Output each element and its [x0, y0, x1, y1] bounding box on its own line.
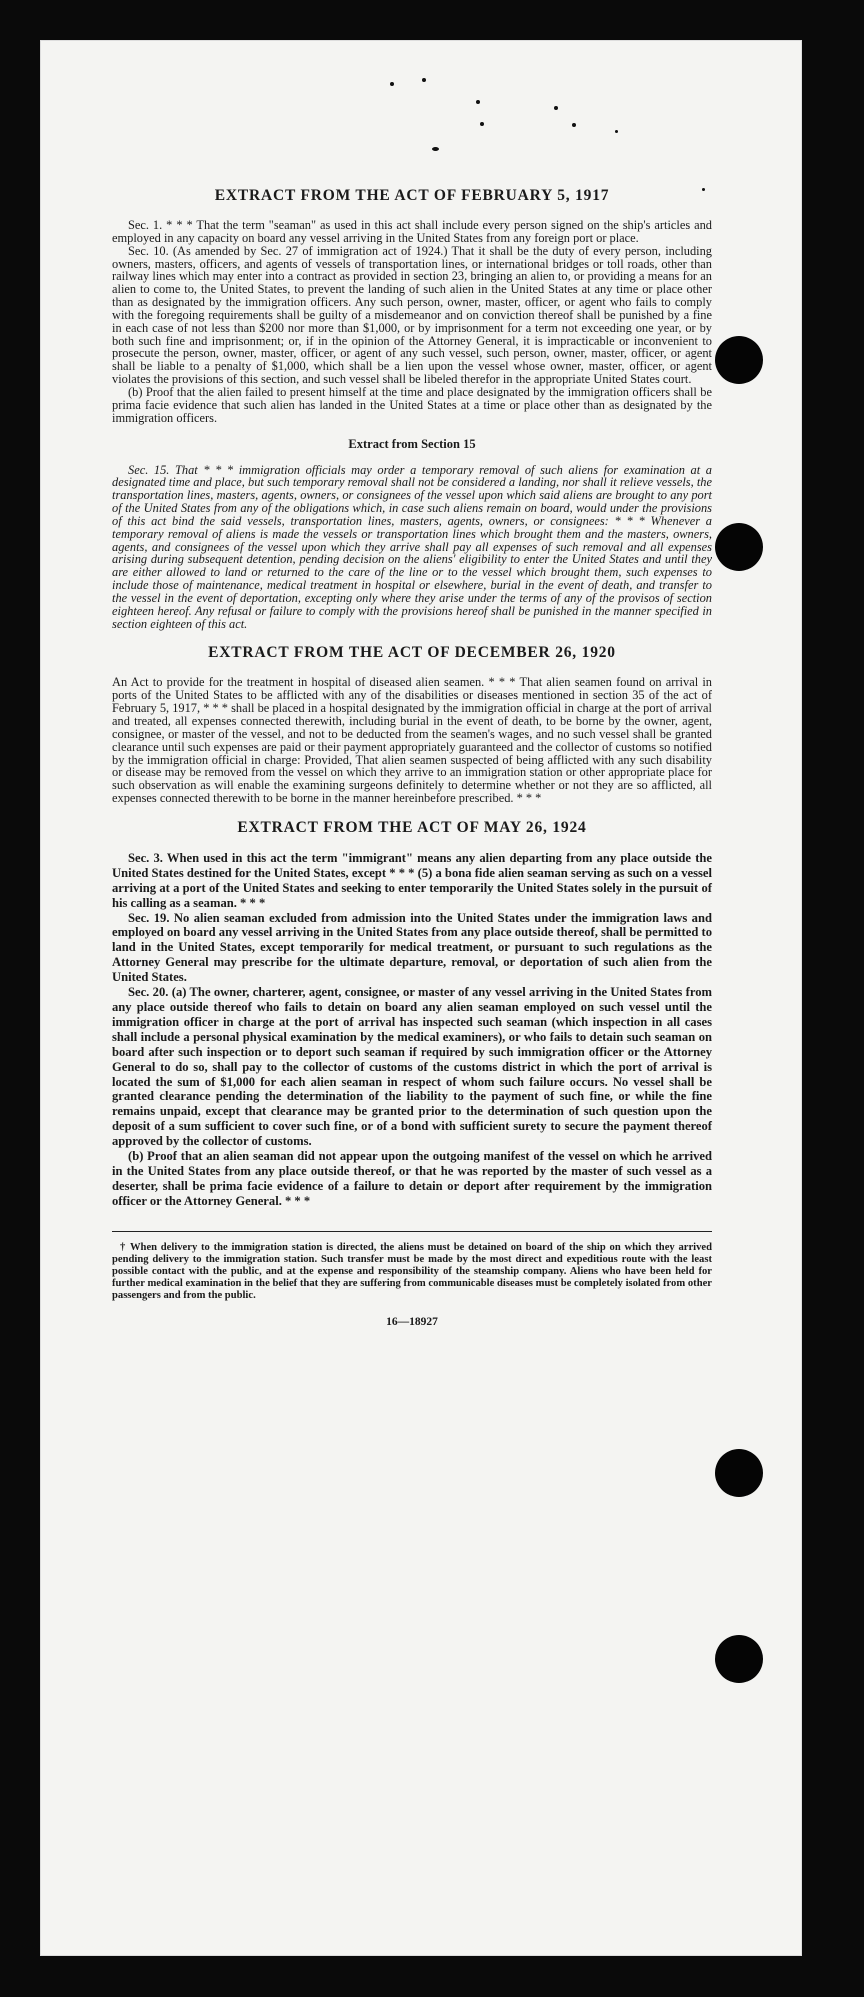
- binder-hole-3: [715, 1449, 763, 1497]
- document-page: [40, 40, 802, 1956]
- section-19: Sec. 19. No alien seaman excluded from admission into the United States under the immigration laws and employed on board any vessel arriving in the United States from any place outside thereof, shall be permitted to land in the United States, except temporarily for medical treatment, or pursuant to such regulations as the Attorney General may prescribe for the ultimate departure, removal, or deportation of such alien from the United States.: [112, 910, 712, 985]
- binder-hole-4: [715, 1635, 763, 1683]
- section-10b: (b) Proof that the alien failed to present himself at the time and place designated by the immigration officers shall be prima facie evidence that such alien has landed in the United States at a time or place other than as designated by the immigration officers.: [112, 384, 712, 425]
- section-20: Sec. 20. (a) The owner, charterer, agent, consignee, or master of any vessel arriving in the United States from any place outside thereof who fails to detain on board any alien seaman employed on such vessel until the immigration officer in charge at the port of arrival has inspected such seaman (which inspection in all cases shall include a personal physical examination by the medical examiners), or who fails to detain such seaman on board after such inspection or to deport such seaman if required by such immigration officer or the Attorney General to do so, shall pay to the collector of customs of the customs district in which the port of arrival is located the sum of $1,000 for each alien seaman in respect of whom such failure occurs. No vessel shall be granted clearance pending the determination of the liability to the payment of such fine, or while the fine remains unpaid, except that clearance may be granted prior to the determination of such question upon the deposit of a sum sufficient to cover such fine, or of a bond with sufficient surety to secure the payment thereof approved by the collector of customs.: [112, 985, 712, 1149]
- heading-may-1924: EXTRACT FROM THE ACT OF MAY 26, 1924: [237, 818, 587, 836]
- footnote: [112, 1242, 712, 1302]
- section-3: Sec. 3. When used in this act the term "immigrant" means any alien departing from any place outside the United States destined for the United States, except * * * (5) a bona fide alien seaman serving as such on a vessel arriving at a port of the United States and seeking to enter temporarily the United States solely in the pursuit of his calling as a seaman. * * *: [112, 850, 712, 910]
- document-body: [112, 187, 712, 1328]
- may-1924-sections: [112, 851, 712, 1209]
- form-number: 16—18927: [386, 1316, 438, 1329]
- section-15: Sec. 15. That * * * immigration officials may order a temporary removal of such aliens for examination at a designated time and place, but such temporary removal shall not be considered a landing, nor shall it relieve vessels, the transportation lines, masters, agents, owners, or consignees of the vessel upon which said aliens are brought to any port of the United States from any of the obligations which, in case such aliens remain on board, would under the provisions of this act bind the said vessels, transportation lines, masters, agents, owners, or consignees: * * * Whenever a temporary removal of aliens is made the vessels or transportation lines which brought them and the masters, owners, agents, and consignees of the vessel upon which they arrive shall pay all expenses of such removal and all expenses arising during subsequent detention, pending decision on the aliens' eligibility to enter the United States and until they are either allowed to land or returned to the care of the line or to the vessel which brought them, such expenses to include those of maintenance, medical treatment in hospital or elsewhere, burial in the event of death, and transfer to the vessel in the event of deportation, excepting only where they arise under the terms of any of the provisos of section eighteen hereof. Any refusal or failure to comply with the provisions hereof shall be punished in the manner specified in section eighteen of this act.: [112, 462, 712, 631]
- section-10: Sec. 10. (As amended by Sec. 27 of immigration act of 1924.) That it shall be the duty of every person, including owners, masters, officers, and agents of vessels of transportation lines, or international bridges or toll roads, other than railway lines which may enter into a contract as provided in section 23, bringing an alien to, or providing a means for an alien to come to, the United States, to prevent the landing of such alien in the United States at any time or place other than as designated by the immigration officers. Any such person, owner, master, officer, or agent who fails to comply with the foregoing requirements shall be guilty of a misdemeanor and on conviction thereof shall be punished by a fine in each case of not less than $200 nor more than $1,000, or by imprisonment for a term not exceeding one year, or by both such fine and imprisonment; or, if in the opinion of the Attorney General, it is impracticable or inconvenient to prosecute the person, owner, master, officer, or agent of any such vessel, such person, owner, master, officer, or agent shall be liable to a penalty of $1,000, which shall be a lien upon the vessel whose owner, master, officer, or agent violates the provisions of this section, and such vessel shall be libeled therefor in the appropriate United States court.: [112, 243, 712, 387]
- heading-feb-1917: EXTRACT FROM THE ACT OF FEBRUARY 5, 1917: [214, 187, 610, 204]
- heading-dec-1920: EXTRACT FROM THE ACT OF DECEMBER 26, 1920: [208, 644, 616, 662]
- binder-hole-2: [715, 523, 763, 571]
- binder-hole-1: [715, 336, 763, 384]
- section-1: Sec. 1. * * * That the term "seaman" as used in this act shall include every person signed on the ship's articles and employed in any capacity on board any vessel arriving in the United States from any foreign port or place.: [112, 218, 712, 245]
- act-dec-1920: An Act to provide for the treatment in hospital of diseased alien seamen. * * * That alien seamen found on arrival in ports of the United States to be afflicted with any of the disabilities or diseases mentioned in section 35 of the act of February 5, 1917, * * * shall be placed in a hospital designated by the immigration official in charge at the port of arrival and treated, all expenses connected therewith, including burial in the event of death, to be borne by the owner, agent, consignee, or master of the vessel, and not to be deducted from the seamen's wages, and no such vessel shall be granted clearance until such expenses are paid or their payment appropriately guaranteed and the collector of customs so notified by the immigration official in charge: Provided, That alien seamen suspected of being afflicted with any such disability or disease may be removed from the vessel on which they arrive to an immigration station or other appropriate place for such observation as will enable the examining surgeons definitely to determine whether or not they are so afflicted, all expenses connected therewith to be borne in the manner hereinbefore prescribed. * * *: [112, 675, 712, 806]
- subheading-section-15: Extract from Section 15: [348, 436, 476, 451]
- footnote-text: † When delivery to the immigration station is directed, the aliens must be detained on board of the ship on which they arrived pending delivery to the immigration station. Such transfer must be made by the most direct and expeditious route with the least possible contact with the public, and at the expense and responsibility of the steamship company. Aliens who have been held for further medical examination in the belief that they are suffering from communicable diseases must be completely isolated from other passengers and from the public.: [112, 1241, 712, 1302]
- section-20b: (b) Proof that an alien seaman did not appear upon the outgoing manifest of the vessel on which he arrived in the United States from any place outside thereof, or that he was reported by the master of such vessel as a deserter, shall be prima facie evidence of a failure to detain or deport after requirement by the immigration officer or the Attorney General. * * *: [112, 1149, 712, 1208]
- scan-specks: [40, 40, 802, 180]
- footnote-divider: [112, 1231, 712, 1232]
